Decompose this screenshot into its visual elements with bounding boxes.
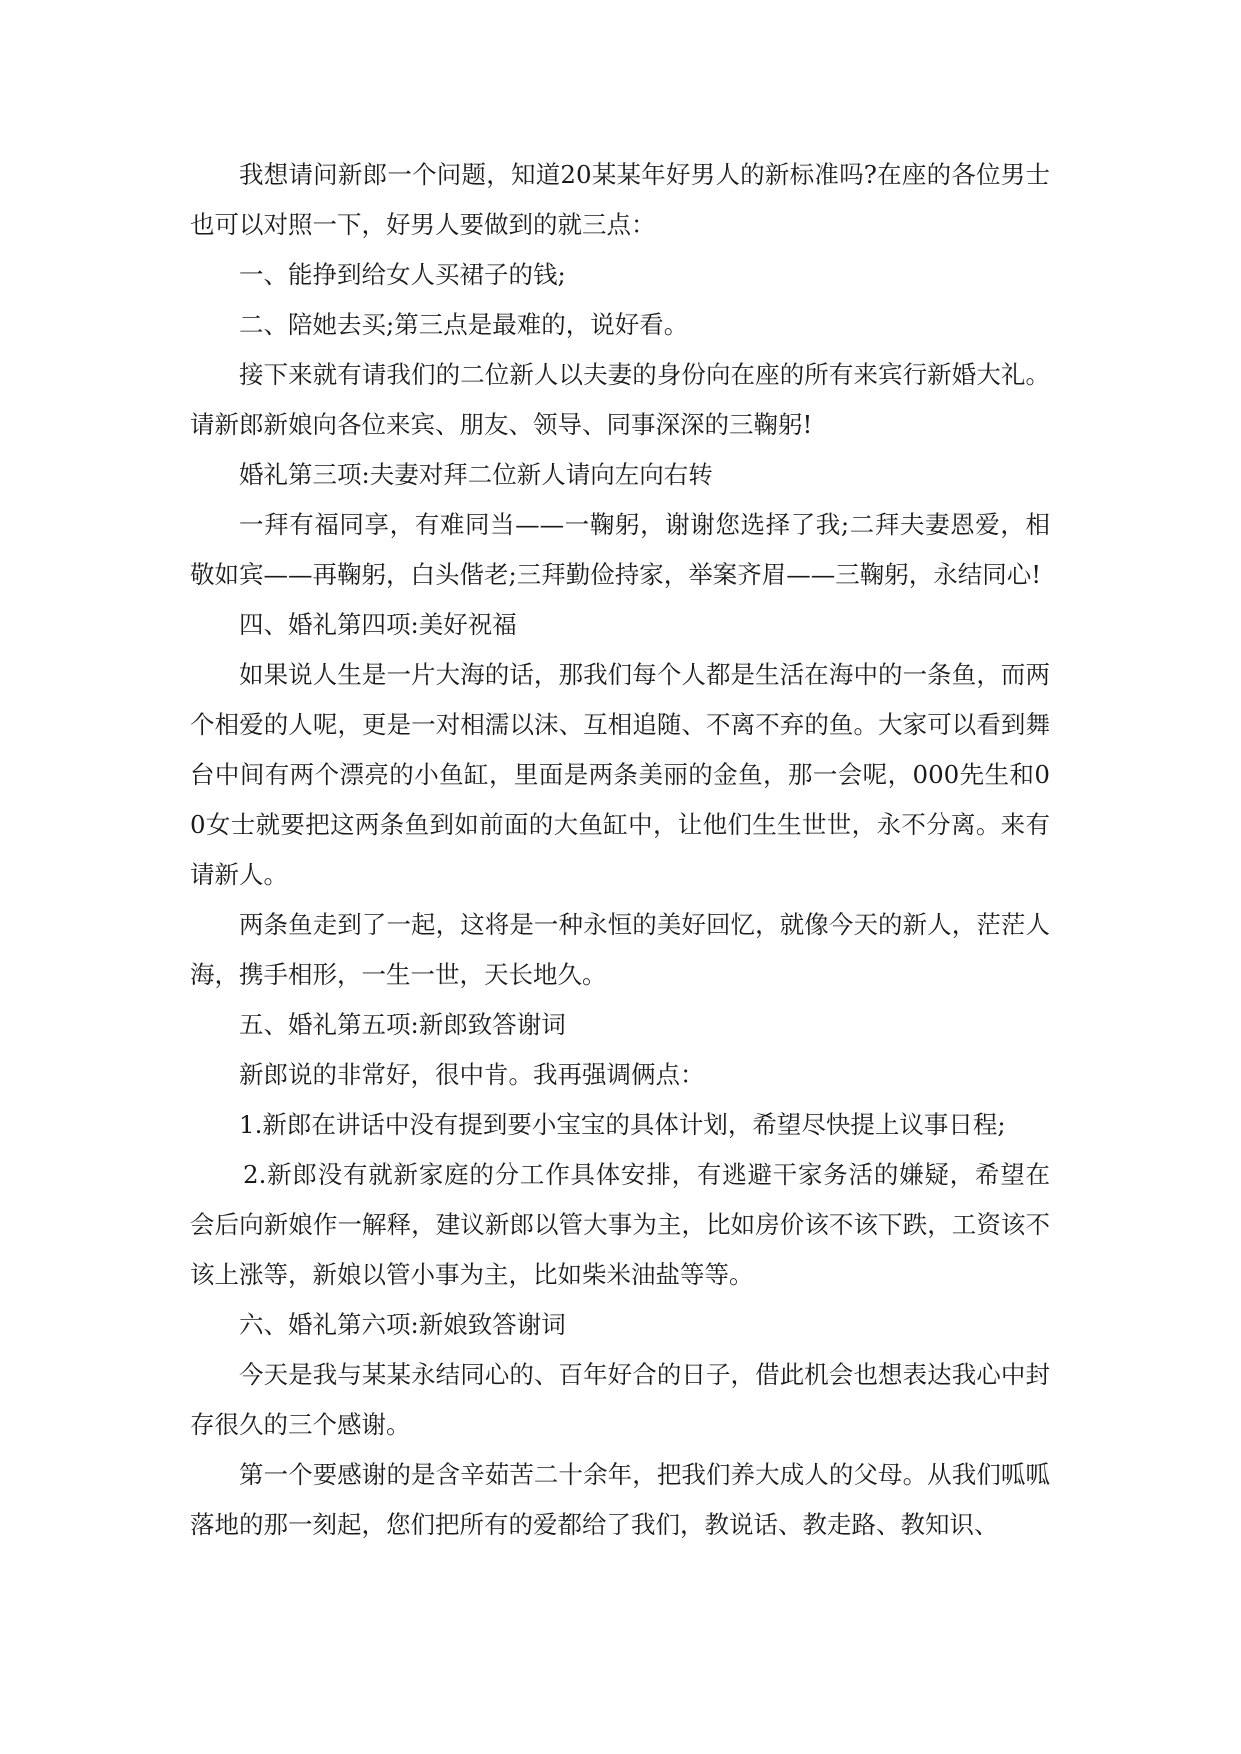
section-heading-item-six: 六、婚礼第六项:新娘致答谢词 — [239, 1310, 566, 1339]
paragraph-bride-intro: 今天是我与某某永结同心的、百年好合的日子，借此机会也想表达我心中封存很久的三个感谢。 — [190, 1360, 1050, 1439]
paragraph-fish-metaphor: 如果说人生是一片大海的话，那我们每个人都是生活在海中的一条鱼，而两个相爱的人呢，更是一对相濡以沫、互相追随、不离不弃的鱼。大家可以看到舞台中间有两个漂亮的小鱼缸，里面是两条美丽的金鱼，那一会呢，000先生和00女士就要把这两条鱼到如前面的大鱼缸中，让他们生生世世，永不分离。来有请新人。 — [190, 660, 1050, 889]
paragraph-wedding-bow: 接下来就有请我们的二位新人以夫妻的身份向在座的所有来宾行新婚大礼。请新郎新娘向各位来宾、朋友、领导、同事深深的三鞠躬! — [190, 360, 1050, 439]
paragraph-two-fish: 两条鱼走到了一起，这将是一种永恒的美好回忆，就像今天的新人，茫茫人海，携手相形，一生一世，天长地久。 — [190, 910, 1050, 989]
paragraph-groom-remarks: 新郎说的非常好，很中肯。我再强调俩点： — [239, 1060, 705, 1089]
document-body — [190, 150, 1050, 1550]
section-heading-item-five: 五、婚礼第五项:新郎致答谢词 — [239, 1010, 566, 1039]
list-item-one: 1.新郎在讲话中没有提到要小宝宝的具体计划，希望尽快提上议事日程; — [239, 1110, 1006, 1139]
paragraph-good-man-question: 我想请问新郎一个问题，知道20某某年好男人的新标准吗?在座的各位男士也可以对照一下，好男人要做到的就三点： — [190, 160, 1050, 239]
paragraph-thank-parents: 第一个要感谢的是含辛茹苦二十余年，把我们养大成人的父母。从我们呱呱落地的那一刻起，您们把所有的爱都给了我们，教说话、教走路、教知识、 — [190, 1460, 1050, 1539]
paragraph-three-bows: 一拜有福同享，有难同当——一鞠躬，谢谢您选择了我;二拜夫妻恩爱，相敬如宾——再鞠躬，白头偕老;三拜勤俭持家，举案齐眉——三鞠躬，永结同心! — [190, 510, 1050, 589]
section-heading-item-four: 四、婚礼第四项:美好祝福 — [239, 610, 517, 639]
paragraph-point-two-three: 二、陪她去买;第三点是最难的，说好看。 — [239, 310, 689, 339]
paragraph-point-one: 一、能挣到给女人买裙子的钱; — [239, 260, 566, 289]
list-item-two: 2.新郎没有就新家庭的分工作具体安排，有逃避干家务活的嫌疑，希望在会后向新娘作一解释，建议新郎以管大事为主，比如房价该不该下跌，工资该不该上涨等，新娘以管小事为主，比如柴米油盐等等。 — [190, 1160, 1050, 1289]
section-heading-item-three: 婚礼第三项:夫妻对拜二位新人请向左向右转 — [239, 460, 713, 489]
